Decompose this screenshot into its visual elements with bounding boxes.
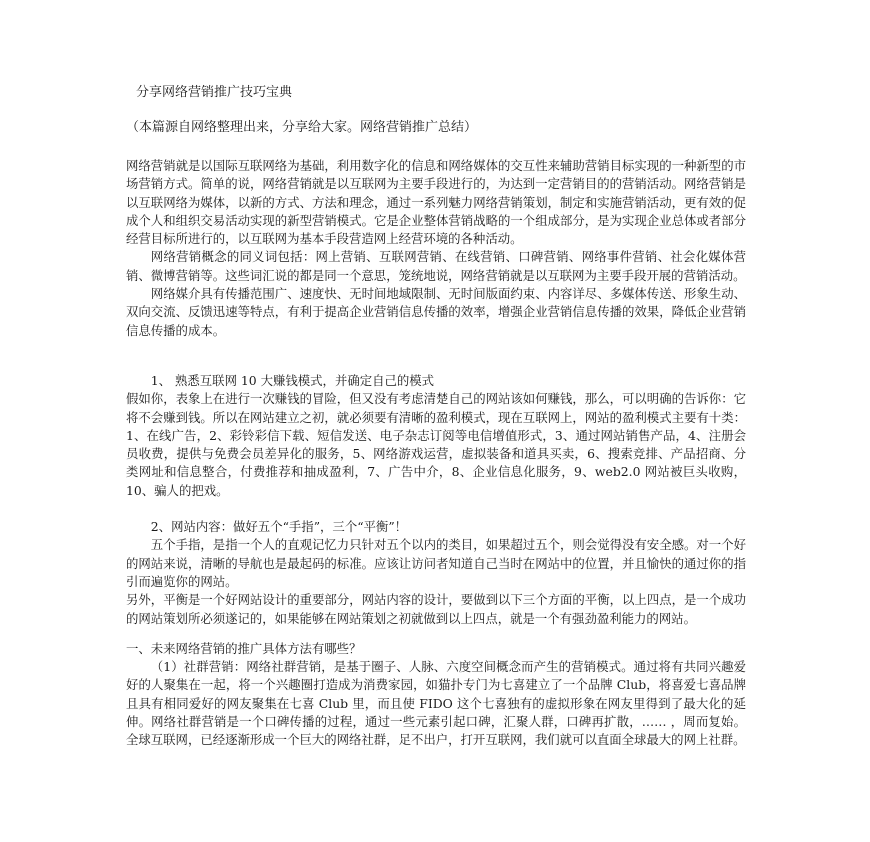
document-title: 分享网络营销推广技巧宝典 bbox=[136, 85, 293, 100]
section-2-heading: 2、网站内容：做好五个“手指”，三个“平衡”！ bbox=[150, 519, 408, 535]
spacer bbox=[126, 500, 746, 518]
document-page bbox=[126, 84, 746, 750]
intro-paragraph-1: 网络营销就是以国际互联网络为基础，利用数字化的信息和网络媒体的交互性来辅助营销目标实现的一种新型的市场营销方式。简单的说，网络营销就是以互联网为主要手段进行的，为达到一定营销目的的营销活动。网络营销是以互联网络为媒体，以新的方式、方法和理念，通过一系列魅力网络营销策划，制定和实施营销活动，更有效的促成个人和组织交易活动实现的新型营销模式。它是企业整体营销战略的一个组成部分，是为实现企业总体或者部分经营目标所进行的，以互联网为基本手段营造网上经营环境的各种活动。 bbox=[126, 158, 746, 247]
section-1-heading: 1、 熟悉互联网 10 大赚钱模式，并确定自己的模式 bbox=[150, 372, 435, 388]
section-3-body: （1）社群营销：网络社群营销，是基于圈子、人脉、六度空间概念而产生的营销模式。通过将有共同兴趣爱好的人聚集在一起，将一个兴趣圈打造成为消费家园，如猫扑专门为七喜建立了一个品牌 Club，将喜爱七喜品牌且具有相同爱好的网友聚集在七喜 Club 里，而且使 FIDO 这个七喜独有的虚拟形象在网友里得到了最大化的延伸。网络社群营销是一个口碑传播的过程，通过一些元素引起口碑，汇聚人群，口碑再扩散，…… ，周而复始。全球互联网，已经逐渐形成一个巨大的网络社群，足不出户，打开互联网，我们就可以直面全球最大的网上社群。 bbox=[126, 659, 746, 748]
section-3-heading: 一、未来网络营销的推广具体方法有哪些？ bbox=[126, 640, 362, 656]
document-subtitle: （本篇源自网络整理出来，分享给大家。网络营销推广总结） bbox=[126, 120, 478, 135]
intro-paragraph-3: 网络媒介具有传播范围广、速度快、无时间地域限制、无时间版面约束、内容详尽、多媒体传送、形象生动、双向交流、反馈迅速等特点，有利于提高企业营销信息传播的效率，增强企业营销信息传播的效果，降低企业营销信息传播的成本。 bbox=[126, 286, 746, 338]
section-1-body: 假如你，表象上在进行一次赚钱的冒险，但又没有考虑清楚自己的网站该如何赚钱，那么，可以明确的告诉你：它将不会赚到钱。所以在网站建立之初，就必须要有清晰的盈利模式，现在互联网上，网站的盈利模式主要有十类：1、在线广告，2、彩铃彩信下载、短信发送、电子杂志订阅等电信增值形式，3、通过网站销售产品，4、注册会员收费，提供与免费会员差异化的服务，5、网络游戏运营，虚拟装备和道具买卖，6、搜索竞排、产品招商、分类网址和信息整合，付费推荐和抽成盈利，7、广告中介，8、企业信息化服务，9、web2.0 网站被巨头收购，10、骗人的把戏。 bbox=[126, 391, 746, 498]
spacer bbox=[126, 340, 746, 372]
intro-paragraph-2: 网络营销概念的同义词包括：网上营销、互联网营销、在线营销、口碑营销、网络事件营销、社会化媒体营销、微博营销等。这些词汇说的都是同一个意思，笼统地说，网络营销就是以互联网为主要手段开展的营销活动。 bbox=[126, 249, 746, 283]
section-2-body-2: 另外，平衡是一个好网站设计的重要部分，网站内容的设计，要做到以下三个方面的平衡，以上四点，是一个成功的网站策划所必须遂记的，如果能够在网站策划之初就做到以上四点，就是一个有强劲盈利能力的网站。 bbox=[126, 592, 746, 626]
section-2-body-1: 五个手指，是指一个人的直观记忆力只针对五个以内的类目，如果超过五个，则会觉得没有安全感。对一个好的网站来说，清晰的导航也是最起码的标准。应该让访问者知道自己当时在网站中的位置，并且愉快的通过你的指引而遍览你的网站。 bbox=[126, 537, 746, 589]
spacer bbox=[126, 628, 746, 640]
